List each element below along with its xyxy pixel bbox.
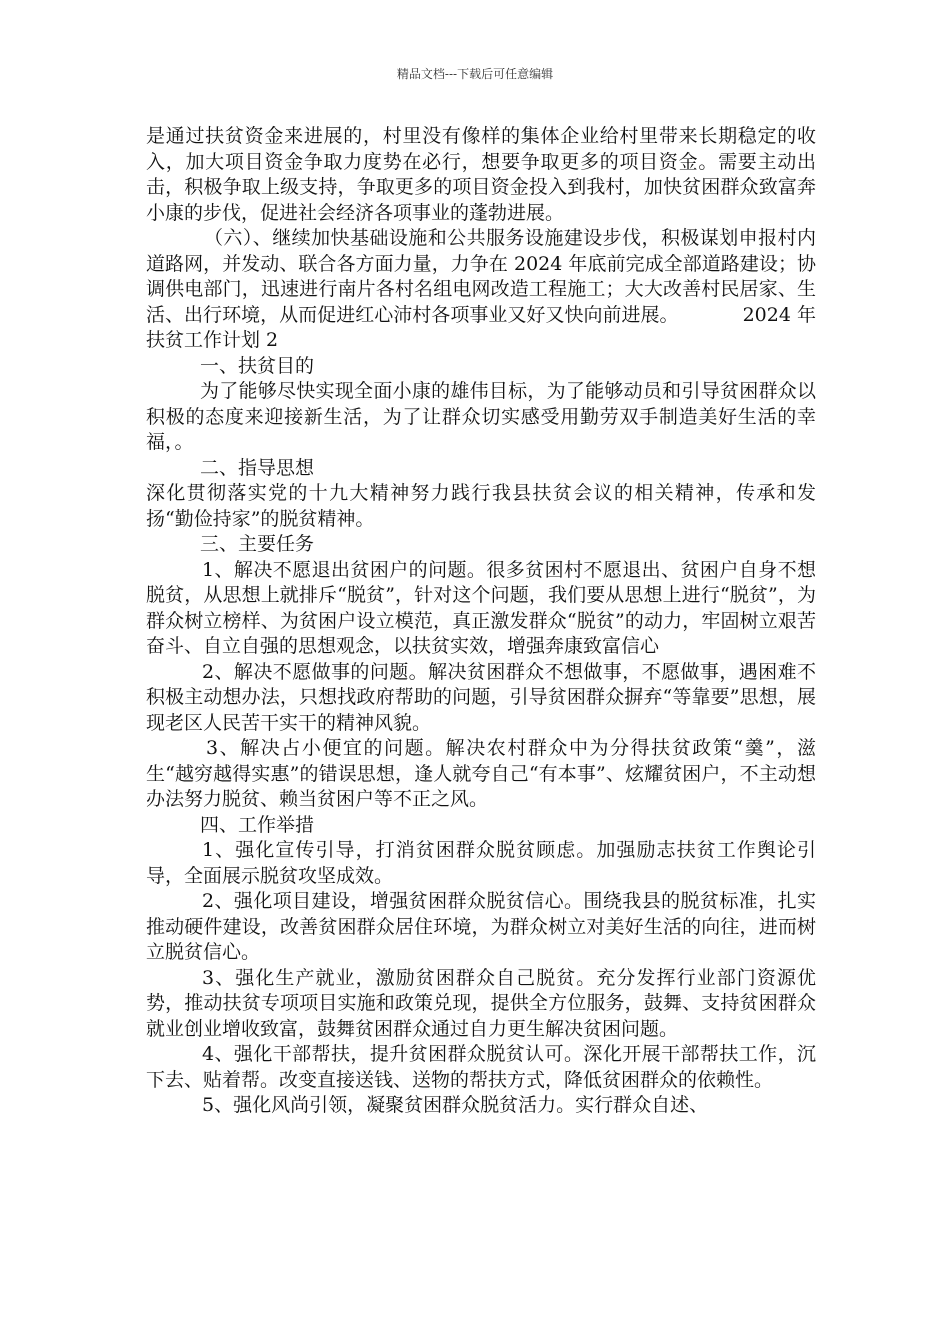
section-heading-measures: 四、工作举措 (200, 813, 315, 836)
measure-item-5: 5、强化风尚引领，凝聚贫困群众脱贫活力。实行群众自述、 (202, 1094, 709, 1116)
section-heading-main-tasks: 三、主要任务 (200, 533, 315, 555)
section-heading-guiding-thought: 二、指导思想 (200, 456, 315, 479)
paragraph-purpose: 为了能够尽快实现全面小康的雄伟目标，为了能够动员和引导贫困群众以积极的态度来迎接新生活，为了让群众切实感受用勤劳双手制造美好生活的幸福，。 (146, 380, 816, 453)
measure-item-3: 3、强化生产就业，激励贫困群众自己脱贫。充分发挥行业部门资源优势，推动扶贫专项项目实施和政策兑现，提供全方位服务，鼓舞、支持贫困群众就业创业增收致富，鼓舞贫困群众通过自力更生解决贫困问题。 (146, 966, 816, 1040)
document-body (146, 124, 816, 1119)
measure-item-4: 4、强化干部帮扶，提升贫困群众脱贫认可。深化开展干部帮扶工作，沉下去、贴着帮。改变直接送钱、送物的帮扶方式，降低贫困群众的依赖性。 (146, 1043, 816, 1091)
task-item-3: 3、解决占小便宜的问题。解决农村群众中为分得扶贫政策“羹”，滋生“越穷越得实惠”的错误思想，逢人就夸自己“有本事”、炫耀贫困户，不主动想办法努力脱贫、赖当贫困户等不正之风。 (146, 737, 816, 810)
measure-item-2: 2、强化项目建设，增强贫困群众脱贫信心。围绕我县的脱贫标准，扎实推动硬件建设，改善贫困群众居住环境，为群众树立对美好生活的向往，进而树立脱贫信心。 (146, 890, 816, 963)
plan-title: 2024 年扶贫工作计划 2 (146, 303, 816, 351)
task-item-1: 1、解决不愿退出贫困户的问题。很多贫困村不愿退出、贫困户自身不想脱贫，从思想上就排斥“脱贫”，针对这个问题，我们要从思想上进行“脱贫”，为群众树立榜样、为贫困户设立模范，真正激发群众“脱贫”的动力，牢固树立艰苦奋斗、自立自强的思想观念，以扶贫实效，增强奔康致富信心 (146, 558, 816, 657)
page-header: 精品文档---下载后可任意编辑 (396, 67, 554, 81)
task-item-2: 2、解决不愿做事的问题。解决贫困群众不想做事，不愿做事，遇困难不积极主动想办法，只想找政府帮助的问题，引导贫困群众摒弃“等靠要”思想，展现老区人民苦干实干的精神风貌。 (146, 660, 816, 734)
paragraph-infrastructure-text: （六）、继续加快基础设施和公共服务设施建设步伐，积极谋划申报村内道路网，并发动、联合各方面力量，力争在 2024 年底前完成全部道路建设；协调供电部门，迅速进行南片各村名组电网改造工程施工；大大改善村民居家、生活、出行环境，从而促进红心沛村各项事业又好又快向前进展。 (146, 227, 816, 326)
measure-item-1: 1、强化宣传引导，打消贫困群众脱贫顾虑。加强励志扶贫工作舆论引导，全面展示脱贫攻坚成效。 (146, 839, 816, 887)
paragraph-guiding-thought: 深化贯彻落实党的十九大精神努力践行我县扶贫会议的相关精神，传承和发扬“勤俭持家”的脱贫精神。 (146, 482, 816, 530)
paragraph-infrastructure (146, 226, 816, 354)
section-heading-purpose: 一、扶贫目的 (200, 354, 315, 377)
paragraph-funding: 是通过扶贫资金来进展的，村里没有像样的集体企业给村里带来长期稳定的收入，加大项目资金争取力度势在必行，想要争取更多的项目资金。需要主动出击，积极争取上级支持，争取更多的项目资金投入到我村，加快贫困群众致富奔小康的步伐，促进社会经济各项事业的蓬勃进展。 (146, 125, 816, 224)
